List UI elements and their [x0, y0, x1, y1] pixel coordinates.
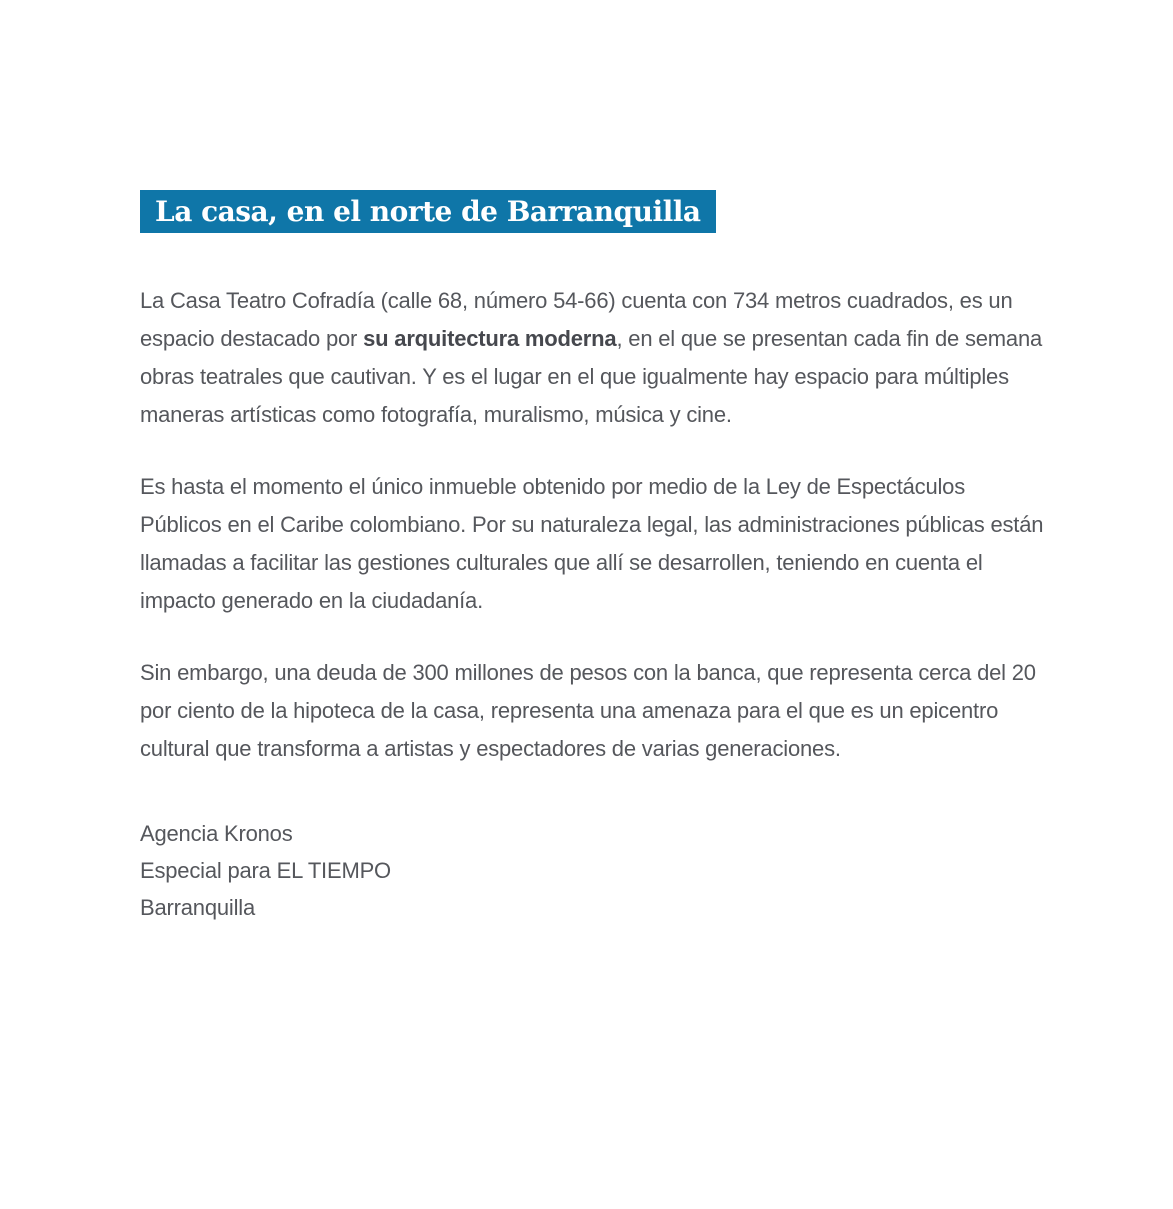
byline: [140, 815, 1052, 926]
byline-author: Agencia Kronos: [140, 821, 293, 846]
paragraph-3: Sin embargo, una deuda de 300 millones de pesos con la banca, que representa cerca del 20 por ciento de la hipoteca de la casa, representa una amenaza para el que es un epicentro cultural que transforma a artistas y espectadores de varias generaciones.: [140, 660, 1036, 761]
paragraph-1-text-before: La Casa Teatro Cofradía (calle 68, número 54-66) cuenta con 734 metros cuadrados, es un espacio destacado por: [140, 288, 1013, 351]
paragraph-1: [140, 282, 1052, 434]
section-header-bar: [140, 190, 716, 233]
byline-location: Barranquilla: [140, 895, 256, 920]
byline-source: Especial para EL TIEMPO: [140, 858, 391, 883]
paragraph-1-text-after: , en el que se presentan cada fin de semana obras teatrales que cautivan. Y es el lugar en el que igualmente hay espacio para múltiples maneras artísticas como fotografía, muralismo, música y cine.: [140, 326, 1043, 427]
paragraph-2: Es hasta el momento el único inmueble obtenido por medio de la Ley de Espectáculos Públicos en el Caribe colombiano. Por su naturaleza legal, las administraciones públicas están llamadas a facilitar las gestiones culturales que allí se desarrollen, teniendo en cuenta el impacto generado en la ciudadanía.: [140, 474, 1044, 613]
article-excerpt: [140, 190, 1052, 926]
paragraph-1-bold-phrase: su arquitectura moderna: [363, 326, 617, 351]
section-header-label: La casa, en el norte de Barranquilla: [155, 195, 701, 228]
